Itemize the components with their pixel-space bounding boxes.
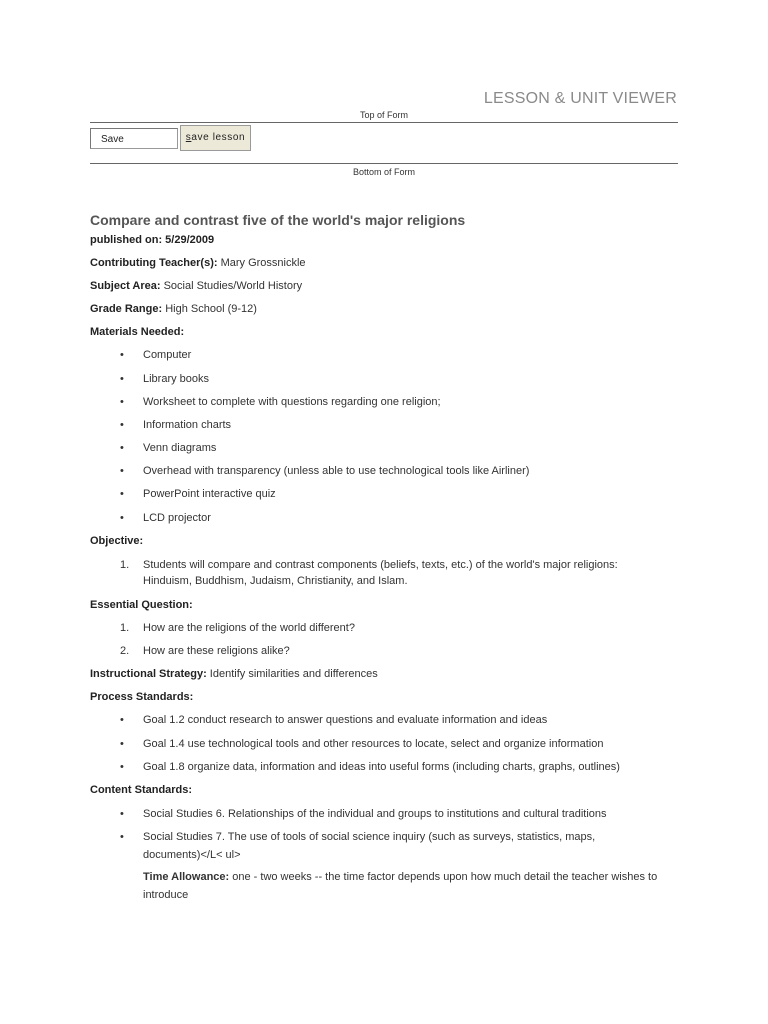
objective-item-line1: Students will compare and contrast components (beliefs, texts, etc.) of the world's major religions: xyxy=(143,559,618,571)
bullet-icon: • xyxy=(120,373,124,385)
bullet-icon: • xyxy=(120,714,124,726)
content-label: Content Standards: xyxy=(90,784,193,796)
materials-item: Worksheet to complete with questions regarding one religion; xyxy=(143,396,441,408)
published-text: published on: 5/29/2009 xyxy=(90,234,215,246)
bullet-icon: • xyxy=(120,761,124,773)
save-lesson-button[interactable] xyxy=(180,125,251,151)
objective-label: Objective: xyxy=(90,535,144,547)
bullet-icon: • xyxy=(120,349,124,361)
grade-label: Grade Range: xyxy=(90,303,163,315)
subject-label: Subject Area: xyxy=(90,280,161,292)
list-number: 1. xyxy=(120,559,130,571)
time-allowance-line1 xyxy=(143,871,657,883)
essential-heading xyxy=(90,599,193,611)
essential-label: Essential Question: xyxy=(90,599,193,611)
bullet-icon: • xyxy=(120,465,124,477)
page-title: LESSON & UNIT VIEWER xyxy=(483,90,677,107)
process-item: Goal 1.8 organize data, information and ideas into useful forms (including charts, graphs, outlines) xyxy=(143,761,620,773)
save-input[interactable]: Save xyxy=(90,128,178,149)
bottom-of-form-label: Bottom of Form xyxy=(352,167,415,177)
bottom-divider xyxy=(90,163,678,164)
time-value: one - two weeks -- the time factor depends upon how much detail the teacher wishes to xyxy=(229,871,658,883)
bullet-icon: • xyxy=(120,831,124,843)
published-date xyxy=(90,234,214,246)
time-allowance-line2: introduce xyxy=(143,889,189,901)
materials-item: LCD projector xyxy=(143,512,211,524)
grade-range xyxy=(90,303,257,315)
top-of-form-label: Top of Form xyxy=(359,110,408,120)
materials-item: PowerPoint interactive quiz xyxy=(143,488,276,500)
bullet-icon: • xyxy=(120,488,124,500)
content-item: Social Studies 6. Relationships of the individual and groups to institutions and cultural traditions xyxy=(143,808,607,820)
materials-heading xyxy=(90,326,184,338)
materials-label: Materials Needed: xyxy=(90,326,185,338)
content-item-line1: Social Studies 7. The use of tools of social science inquiry (such as surveys, statistics, maps, xyxy=(143,831,596,843)
list-number: 1. xyxy=(120,622,130,634)
contributing-label: Contributing Teacher(s): xyxy=(90,257,218,269)
top-divider xyxy=(90,122,678,123)
essential-item: How are these religions alike? xyxy=(143,645,290,657)
contributing-value: Mary Grossnickle xyxy=(217,257,306,269)
materials-item: Computer xyxy=(143,349,192,361)
lesson-title: Compare and contrast five of the world's major religions xyxy=(90,212,466,228)
bullet-icon: • xyxy=(120,442,124,454)
subject-area xyxy=(90,280,302,292)
process-heading xyxy=(90,691,193,703)
strategy-line xyxy=(90,668,378,680)
time-label: Time Allowance: xyxy=(143,871,230,883)
process-item: Goal 1.2 conduct research to answer questions and evaluate information and ideas xyxy=(143,714,548,726)
strategy-label: Instructional Strategy: xyxy=(90,668,207,680)
materials-item: Library books xyxy=(143,373,210,385)
bullet-icon: • xyxy=(120,419,124,431)
process-label: Process Standards: xyxy=(90,691,194,703)
materials-item: Overhead with transparency (unless able to use technological tools like Airliner) xyxy=(143,465,530,477)
contributing-teacher xyxy=(90,257,306,269)
grade-value: High School (9-12) xyxy=(162,303,257,315)
bullet-icon: • xyxy=(120,808,124,820)
list-number: 2. xyxy=(120,645,130,657)
process-item: Goal 1.4 use technological tools and other resources to locate, select and organize information xyxy=(143,738,604,750)
materials-item: Information charts xyxy=(143,419,232,431)
save-button-label: ave lesson xyxy=(191,132,246,143)
strategy-value: Identify similarities and differences xyxy=(206,668,378,680)
essential-item: How are the religions of the world different? xyxy=(143,622,355,634)
objective-item-line2: Hinduism, Buddhism, Judaism, Christianity, and Islam. xyxy=(143,575,408,587)
materials-item: Venn diagrams xyxy=(143,442,217,454)
content-heading xyxy=(90,784,192,796)
bullet-icon: • xyxy=(120,738,124,750)
content-item-line2: documents)</L< ul> xyxy=(143,849,241,861)
bullet-icon: • xyxy=(120,396,124,408)
save-button-accesskey: s xyxy=(185,132,192,143)
bullet-icon: • xyxy=(120,512,124,524)
subject-value: Social Studies/World History xyxy=(160,280,303,292)
objective-heading xyxy=(90,535,143,547)
